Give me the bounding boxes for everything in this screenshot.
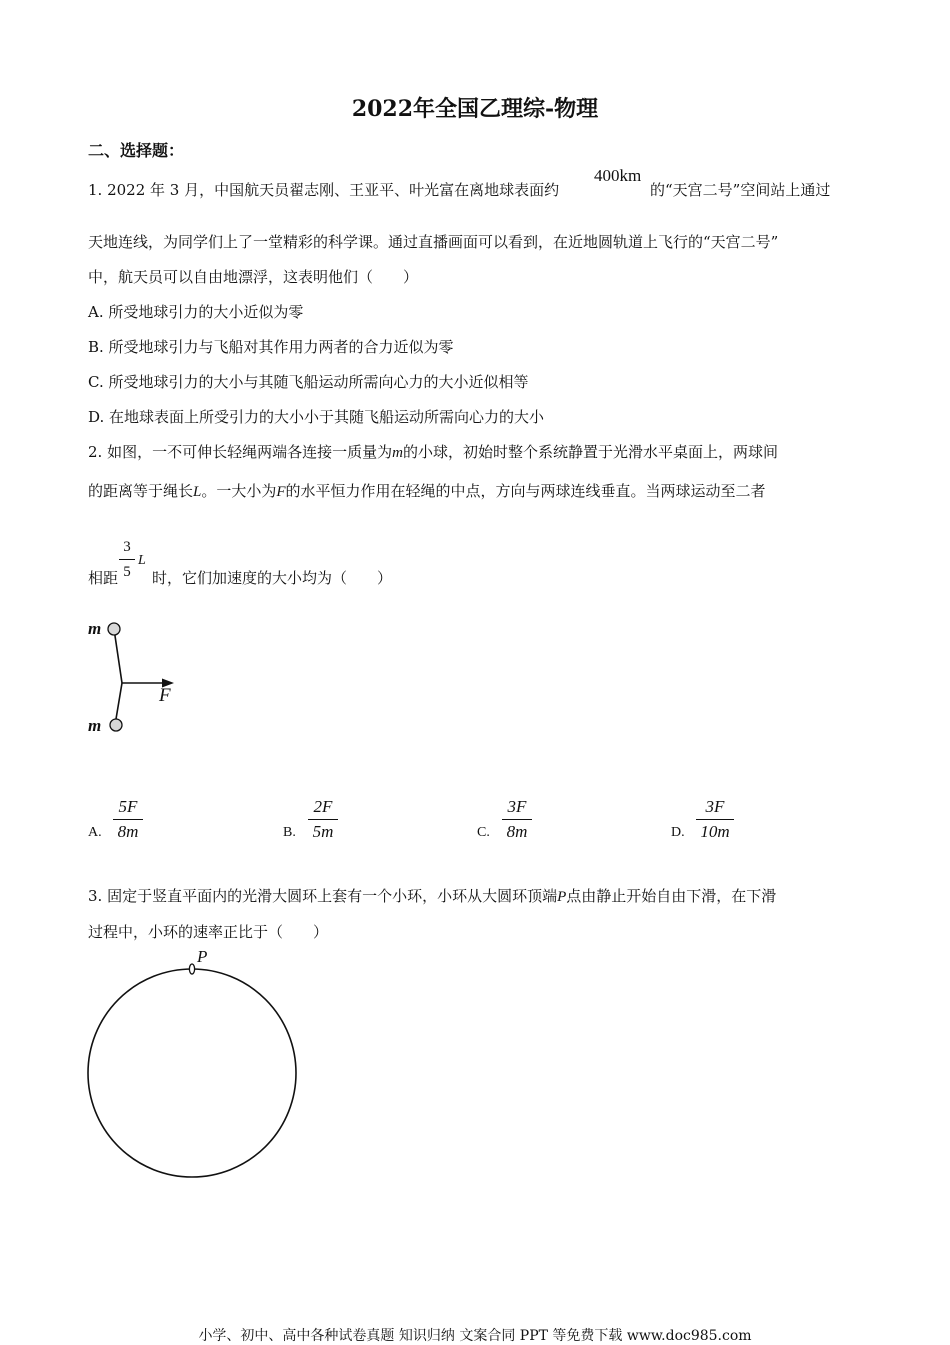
q2-text: 的距离等于绳长: [88, 482, 194, 500]
fraction-denominator: 5: [123, 564, 131, 580]
rope-figure: [100, 615, 190, 745]
q1-option-d: D. 在地球表面上所受引力的大小小于其随飞船运动所需向心力的大小: [88, 408, 545, 426]
large-hoop: [88, 969, 296, 1177]
q1-intro-tail: 的“天宫二号”空间站上通过: [650, 181, 831, 199]
fraction-denominator: 8m: [506, 822, 528, 841]
q2-text: 的水平恒力作用在轻绳的中点，方向与两球连线垂直。当两球运动至二者: [285, 482, 766, 500]
fraction-numerator: 3F: [705, 797, 725, 816]
q3-text: 3. 固定于竖直平面内的光滑大圆环上套有一个小环，小环从大圆环顶端: [88, 887, 558, 905]
q1-line-2: 天地连线，为同学们上了一堂精彩的科学课。通过直播画面可以看到，在近地圆轨道上飞行的“天宫二号”: [88, 233, 779, 251]
q1-line-3: 中，航天员可以自由地漂浮，这表明他们（ ）: [88, 268, 419, 286]
q2-text: 2. 如图，一不可伸长轻绳两端各连接一质量为: [88, 443, 393, 461]
q1-line-1: [88, 179, 559, 200]
fig-point-label: P: [197, 947, 208, 966]
q2-option-c-fraction: [502, 797, 532, 842]
fraction-bar: [696, 819, 734, 820]
q2-option-b-fraction: [308, 797, 338, 842]
fraction-denominator: 10m: [700, 822, 730, 841]
fraction-numerator: 3F: [507, 797, 527, 816]
q2-line-1: [88, 441, 778, 462]
hoop-figure: [82, 958, 304, 1184]
fraction-bar: [113, 819, 143, 820]
fig-mass-bottom-label: m: [88, 716, 102, 735]
ball-bottom: [110, 719, 122, 731]
small-ring: [189, 964, 194, 974]
force-arrow-head: [162, 679, 174, 688]
q1-option-b: B. 所受地球引力与飞船对其作用力两者的合力近似为零: [88, 338, 454, 356]
q1-option-a: A. 所受地球引力的大小近似为零: [88, 303, 304, 321]
fraction-numerator: 3: [123, 539, 131, 555]
q2-line-3b: 时，它们加速度的大小均为（ ）: [152, 569, 393, 587]
q2-line-2: [88, 480, 766, 501]
q3-text: 点由静止开始自由下滑，在下滑: [566, 887, 777, 905]
fig-force-label: F: [159, 685, 171, 706]
ball-top: [108, 623, 120, 635]
q3-line-1: [88, 885, 776, 906]
fig-mass-top-label: m: [88, 619, 102, 638]
q2-option-d-fraction: [696, 797, 734, 842]
q2-option-a-label: A.: [88, 825, 102, 840]
fraction-bar: [502, 819, 532, 820]
fraction-bar: [119, 559, 135, 560]
q3-line-2: 过程中，小环的速率正比于（ ）: [88, 923, 329, 941]
q1-altitude: 400km: [594, 166, 642, 185]
q1-option-c: C. 所受地球引力的大小与其随飞船运动所需向心力的大小近似相等: [88, 373, 529, 391]
q2-var-L: L: [193, 484, 202, 500]
fraction-numerator: 5F: [118, 797, 138, 816]
q2-var-m: m: [392, 445, 403, 461]
q2-distance-var: L: [138, 553, 146, 568]
q2-option-d-label: D.: [671, 825, 685, 840]
fraction-bar: [308, 819, 338, 820]
q2-text: 的小球，初始时整个系统静置于光滑水平桌面上，两球间: [402, 443, 778, 461]
q2-line-3a: 相距: [88, 569, 119, 587]
fraction-denominator: 8m: [117, 822, 139, 841]
q2-option-a-fraction: [113, 797, 143, 842]
q2-text: 。一大小为: [201, 482, 277, 500]
q2-option-c-label: C.: [477, 825, 490, 840]
section-heading: 二、选择题：: [88, 141, 185, 160]
page-title: 2022年全国乙理综-物理: [351, 96, 599, 122]
rope-upper-segment: [114, 629, 122, 683]
rope-lower-segment: [116, 683, 122, 719]
page-footer: 小学、初中、高中各种试卷真题 知识归纳 文案合同 PPT 等免费下载 www.doc985.com: [198, 1328, 752, 1344]
q2-var-F: F: [276, 484, 286, 500]
q2-option-b-label: B.: [283, 825, 296, 840]
q1-intro: 1. 2022 年 3 月，中国航天员翟志刚、王亚平、叶光富在离地球表面约: [88, 181, 560, 199]
fraction-denominator: 5m: [312, 822, 334, 841]
q2-distance-fraction: [119, 537, 135, 582]
q3-var-P: P: [557, 889, 567, 905]
fraction-numerator: 2F: [313, 797, 333, 816]
